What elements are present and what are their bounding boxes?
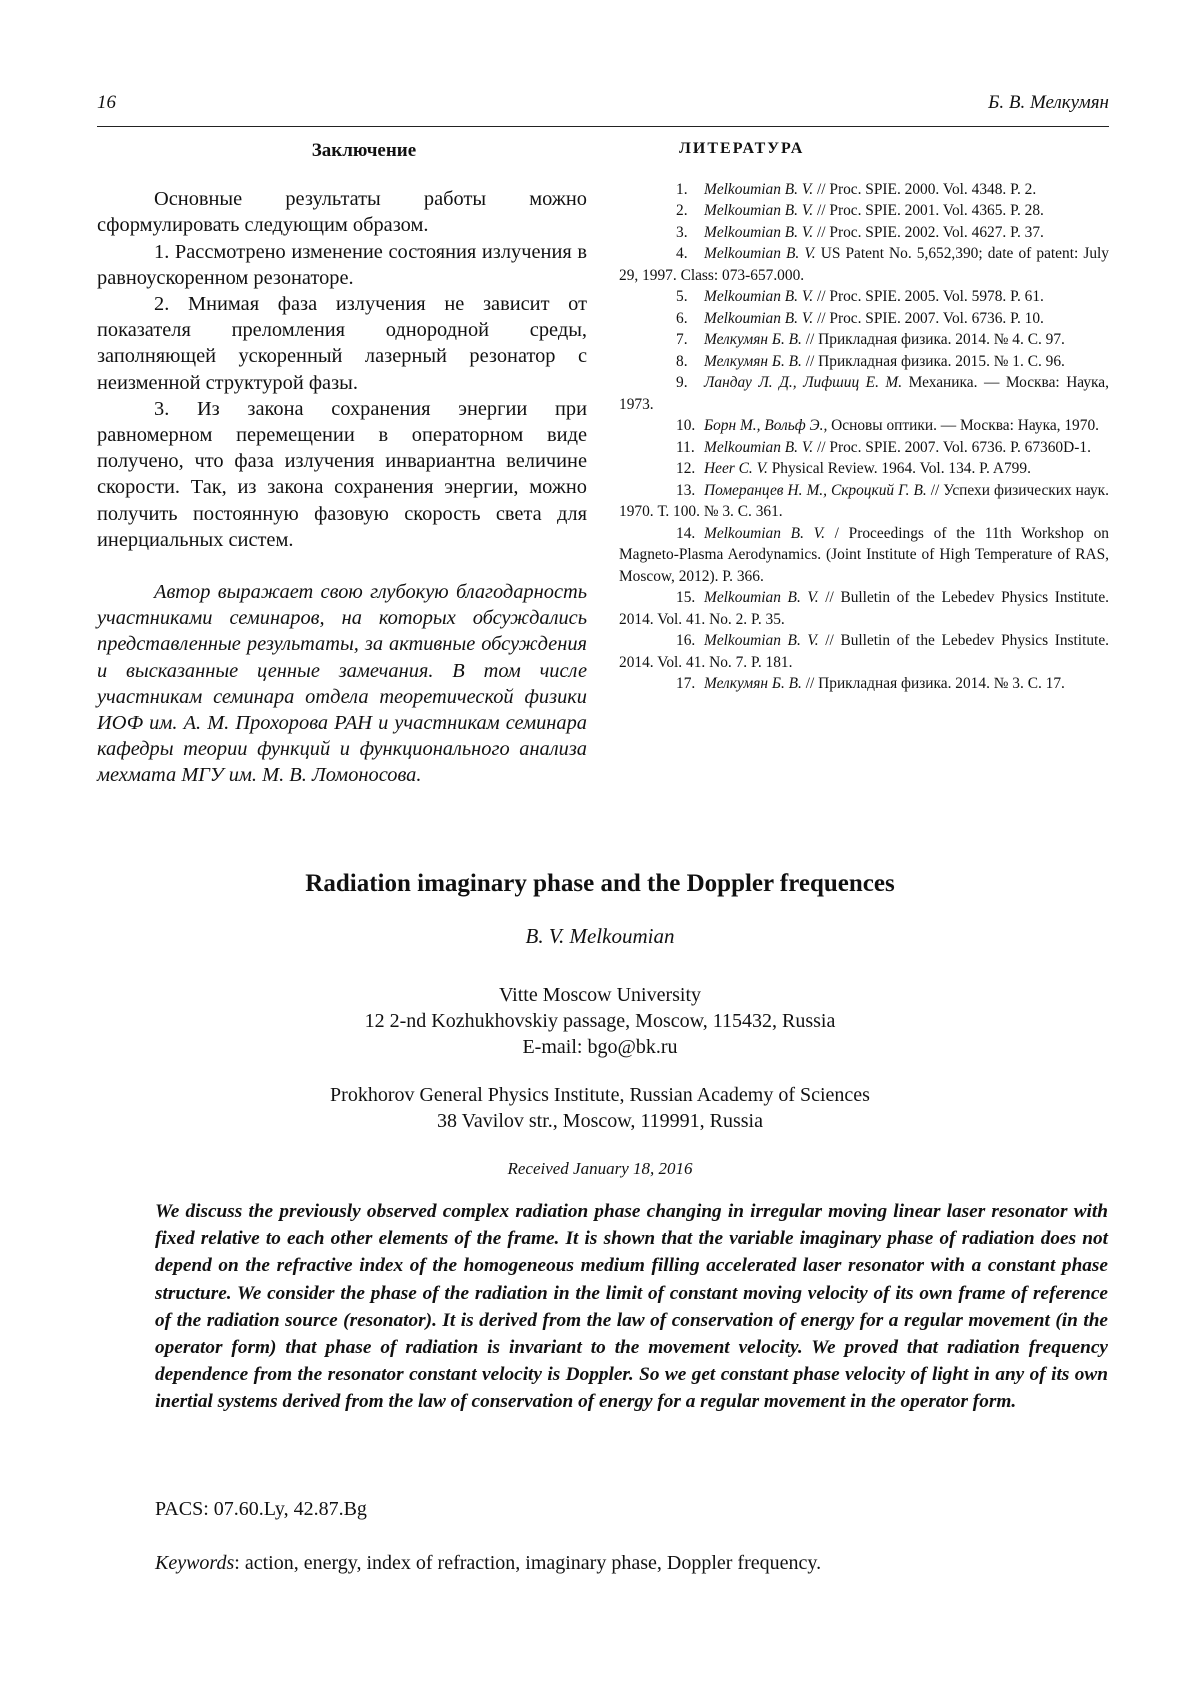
- conclusion-paragraph: Основные результаты работы можно сформулировать следующим образом.: [97, 188, 587, 237]
- reference-author: Померанцев Н. М., Скроцкий Г. В.: [704, 481, 927, 499]
- reference-number: 5.: [676, 288, 688, 305]
- reference-author: Melkoumian B. V.: [704, 223, 814, 241]
- paper-title: Radiation imaginary phase and the Doppler frequences: [305, 870, 895, 897]
- reference-item: [619, 329, 1109, 351]
- reference-item: [619, 222, 1109, 244]
- reference-author: Melkoumian B. V.: [704, 438, 814, 456]
- reference-number: 13.: [676, 481, 696, 499]
- conclusion-paragraph: 1. Рассмотрено изменение состояния излучения в равноускоренном резонаторе.: [97, 240, 587, 289]
- reference-author: Борн М., Вольф Э.,: [704, 417, 828, 434]
- reference-item: [619, 523, 1109, 588]
- reference-item: [619, 587, 1109, 630]
- reference-author: Melkoumian B. V.: [704, 288, 814, 305]
- running-author: Б. В. Мелкумян: [988, 92, 1109, 113]
- reference-number: 9.: [676, 374, 688, 391]
- reference-author: Мелкумян Б. В.: [704, 331, 802, 348]
- reference-item: [619, 308, 1109, 330]
- affiliation-block: [0, 1082, 1200, 1134]
- reference-item: [619, 458, 1109, 480]
- paper-author: B. V. Melkoumian: [525, 924, 675, 948]
- reference-number: 11.: [676, 438, 695, 456]
- reference-author: Ландау Л. Д., Лифшиц Е. М.: [704, 374, 903, 391]
- reference-author: Heer C. V.: [704, 460, 768, 477]
- reference-details: // Proc. SPIE. 2007. Vol. 6736. P. 67360D-1.: [813, 438, 1091, 456]
- reference-author: Melkoumian B. V.: [704, 524, 825, 542]
- reference-item: [619, 179, 1109, 201]
- conclusion-heading: Заключение: [311, 140, 417, 161]
- reference-item: [619, 437, 1109, 459]
- literature-heading: ЛИТЕРАТУРА: [679, 140, 805, 157]
- reference-details: // Proc. SPIE. 2007. Vol. 6736. P. 10.: [813, 309, 1044, 327]
- reference-details: // Успехи физических наук. 1970. Т. 100. № 3. С. 361.: [619, 481, 1109, 520]
- reference-details: // Прикладная физика. 2015. № 1. С. 96.: [801, 352, 1065, 370]
- reference-details: Physical Review. 1964. Vol. 134. P. A799.: [767, 460, 1031, 477]
- conclusion-paragraph: 2. Мнимая фаза излучения не зависит от показателя преломления однородной среды, заполняющей ускоренный лазерный резонатор с неизменной структурой фазы.: [97, 293, 587, 394]
- reference-number: 3.: [676, 223, 688, 241]
- keywords-label: Keywords: [155, 1552, 235, 1574]
- page-header: [97, 92, 1109, 127]
- abstract: We discuss the previously observed complex radiation phase changing in irregular moving linear laser resonator with fixed relative to each other elements of the frame. It is shown that the variable imaginary phase of radiation does not depend on the refractive index of the homogeneous medium filling accelerated laser resonator with a constant phase structure. We consider the phase of the radiation in the limit of constant moving velocity of its own frame of reference of the radiation source (resonator). It is derived from the law of conservation of energy for a regular movement (in the operator form) that phase of radiation is invariant to the movement velocity. We proved that radiation frequency dependence from the resonator constant velocity is Doppler. So we get constant phase velocity of light in any of its own inertial systems derived from the law of conservation of energy for a regular movement in the operator form.: [155, 1201, 1108, 1413]
- reference-item: [619, 372, 1109, 415]
- reference-number: 10.: [676, 417, 696, 434]
- reference-item: [619, 630, 1109, 673]
- reference-number: 7.: [676, 331, 688, 348]
- reference-details: // Proc. SPIE. 2000. Vol. 4348. P. 2.: [813, 180, 1037, 198]
- reference-item: [619, 480, 1109, 523]
- reference-number: 6.: [676, 309, 688, 327]
- keywords-list: : action, energy, index of refraction, imaginary phase, Doppler frequency.: [234, 1552, 822, 1574]
- reference-item: [619, 243, 1109, 286]
- reference-author: Мелкумян Б. В.: [704, 675, 802, 692]
- reference-item: [619, 351, 1109, 373]
- reference-author: Melkoumian B. V.: [704, 180, 814, 198]
- reference-details: // Прикладная физика. 2014. № 4. С. 97.: [801, 331, 1065, 348]
- author-email: E-mail: bgo@bk.ru: [522, 1036, 678, 1058]
- reference-details: Основы оптики. — Москва: Наука, 1970.: [827, 417, 1099, 434]
- reference-author: Melkoumian B. V.: [704, 202, 814, 219]
- affiliation-name: Prokhorov General Physics Institute, Russian Academy of Sciences: [330, 1084, 870, 1106]
- page-number: 16: [97, 92, 116, 113]
- reference-number: 17.: [676, 675, 696, 692]
- conclusion-column: [97, 138, 587, 789]
- reference-details: // Bulletin of the Lebedev Physics Institute. 2014. Vol. 41. No. 7. P. 181.: [619, 632, 1109, 671]
- reference-item: [619, 673, 1109, 695]
- pacs-codes: PACS: 07.60.Ly, 42.87.Bg: [155, 1498, 367, 1520]
- reference-number: 14.: [676, 524, 696, 542]
- reference-details: // Proc. SPIE. 2001. Vol. 4365. P. 28.: [813, 202, 1044, 219]
- acknowledgement: Автор выражает свою глубокую благодарность участниками семинаров, на которых обсуждались представленные результаты, за активные обсуждения и высказанные ценные замечания. В том числе участникам семинара отдела теоретической физики ИОФ им. А. М. Прохорова РАН и участникам семинара кафедры теории функций и функционального анализа мехмата МГУ им. М. В. Ломоносова.: [97, 581, 587, 787]
- reference-details: // Bulletin of the Lebedev Physics Institute. 2014. Vol. 41. No. 2. P. 35.: [619, 589, 1109, 628]
- reference-author: Melkoumian B. V.: [704, 589, 819, 606]
- reference-author: Мелкумян Б. В.: [704, 352, 802, 370]
- reference-number: 8.: [676, 352, 688, 370]
- reference-details: Механика. — Москва: Наука, 1973.: [619, 374, 1109, 413]
- affiliation-name: Vitte Moscow University: [498, 984, 702, 1006]
- reference-author: Melkoumian B. V.: [704, 309, 814, 327]
- affiliation-block: [0, 982, 1200, 1060]
- reference-number: 1.: [676, 180, 688, 198]
- reference-number: 16.: [676, 632, 696, 649]
- reference-item: [619, 200, 1109, 222]
- keywords: [155, 1552, 821, 1575]
- literature-column: [619, 138, 1109, 695]
- reference-author: Melkoumian B. V.: [704, 632, 819, 649]
- affiliation-address: 12 2-nd Kozhukhovskiy passage, Moscow, 115432, Russia: [364, 1010, 836, 1032]
- received-date: Received January 18, 2016: [507, 1159, 693, 1178]
- reference-details: // Proc. SPIE. 2005. Vol. 5978. P. 61.: [813, 288, 1044, 305]
- reference-author: Melkoumian B. V.: [704, 245, 816, 262]
- reference-details: // Прикладная физика. 2014. № 3. С. 17.: [801, 675, 1065, 692]
- reference-details: US Patent No. 5,652,390; date of patent: July 29, 1997. Class: 073-657.000.: [619, 245, 1110, 284]
- reference-details: / Proceedings of the 11th Workshop on Magneto-Plasma Aerodynamics. (Joint Institute of High Temperature of RAS, Moscow, 2012). P. 366.: [619, 524, 1109, 585]
- reference-number: 12.: [676, 460, 696, 477]
- affiliation-address: 38 Vavilov str., Moscow, 119991, Russia: [437, 1110, 763, 1132]
- reference-list: [619, 179, 1109, 695]
- reference-number: 2.: [676, 202, 688, 219]
- conclusion-paragraph: 3. Из закона сохранения энергии при равномерном перемещении в операторном виде получено, что фаза излучения инвариантна величине скорости. Так, из закона сохранения энергии, можно получить постоянную фазовую скорость света для инерциальных систем.: [97, 397, 587, 551]
- reference-item: [619, 286, 1109, 308]
- reference-details: // Proc. SPIE. 2002. Vol. 4627. P. 37.: [813, 223, 1044, 241]
- reference-number: 4.: [676, 245, 688, 262]
- reference-item: [619, 415, 1109, 437]
- reference-number: 15.: [676, 589, 696, 606]
